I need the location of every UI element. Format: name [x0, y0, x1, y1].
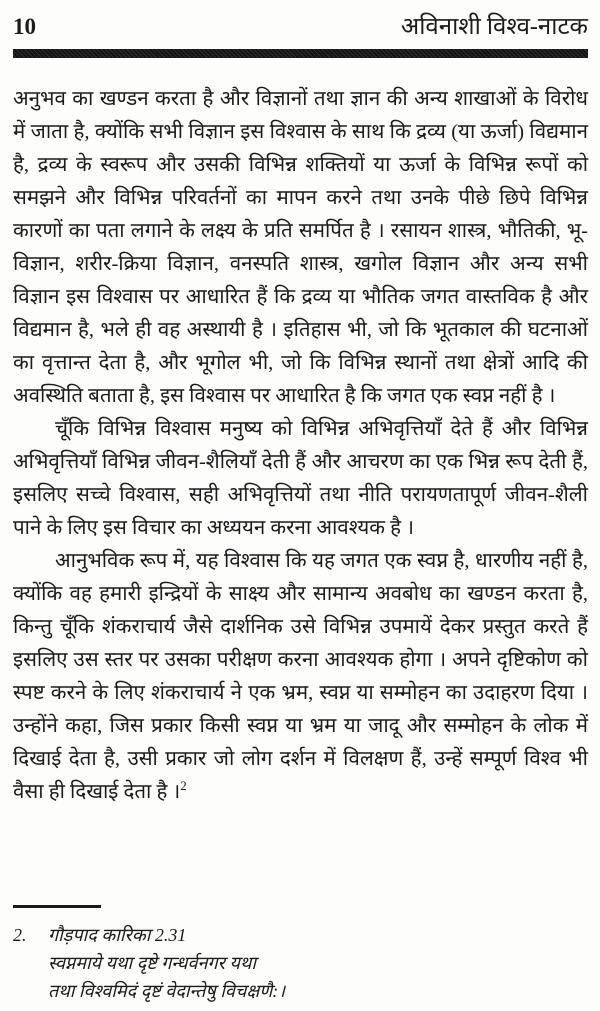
running-head-title: अविनाशी विश्व-नाटक: [400, 14, 588, 40]
paragraph-text: चूँकि विभिन्न विश्वास मनुष्य को विभिन्न अभिवृत्तियाँ देते हैं और विभिन्न अभिवृत्तियाँ विभिन्न जीवन-शैलियाँ देती हैं और आचरण का एक भिन्न रूप देती हैं, इसलिए सच्चे विश्वास, सही अभिवृत्तियों तथा नीति परायणतापूर्ण जीवन-शैली पाने के लिए इस विचार का अध्ययन करना आवश्यक है ।: [13, 418, 588, 540]
header-separator-bar: [13, 49, 588, 58]
paragraph-text: आनुभविक रूप में, यह विश्वास कि यह जगत एक स्वप्न है, धारणीय नहीं है, क्योंकि वह हमारी इन्द्रियों के साक्ष्य और सामान्य अवबोध का खण्डन करता है, किन्तु चूँकि शंकराचार्य जैसे दार्शनिक उसे विभिन्न उपमायें देकर प्रस्तुत करते हैं इसलिए उस स्तर पर उसका परीक्षण करना आवश्यक होगा । अपने दृष्टिकोण को स्पष्ट करने के लिए शंकराचार्य ने एक भ्रम, स्वप्न या सम्मोहन का उदाहरण दिया । उन्होंने कहा, जिस प्रकार किसी स्वप्न या भ्रम या जादू और सम्मोहन के लोक में दिखाई देता है, उसी प्रकार जो लोग दर्शन में विलक्षण हैं, उन्हें सम्पूर्ण विश्व भी वैसा ही दिखाई देता है ।: [13, 550, 588, 804]
paragraph: [13, 413, 588, 545]
body-text: [13, 83, 588, 809]
footnote-citation: गौड़पाद कारिका 2.31: [48, 924, 187, 945]
footnote-reference-marker: 2: [180, 778, 187, 794]
footnote-verse-line: स्वप्नमाये यथा दृष्टे गन्धर्वनगर यथा: [48, 952, 257, 973]
footnote-section: [13, 905, 588, 1005]
page-number: 10: [13, 14, 36, 40]
footnote-number: 2.: [13, 924, 27, 945]
footnote-verse-line: तथा विश्वमिदं दृष्टं वेदान्तेषु विचक्षणै:।: [48, 980, 286, 1001]
paragraph: [13, 545, 588, 809]
page-header: [13, 14, 588, 40]
footnote-separator-rule: [13, 905, 101, 908]
paragraph: [13, 83, 588, 413]
footnote-entry: [13, 921, 588, 949]
paragraph-text: अनुभव का खण्डन करता है और विज्ञानों तथा ज्ञान की अन्य शाखाओं के विरोध में जाता है, क्योंकि सभी विज्ञान इस विश्वास के साथ कि द्रव्य (या ऊर्जा) विद्यमान है, द्रव्य के स्वरूप और उसकी विभिन्न शक्तियों या ऊर्जा के विभिन्न रूपों को समझने और विभिन्न परिवर्तनों का मापन करने तथा उनके पीछे छिपे विभिन्न कारणों का पता लगाने के लक्ष्य के प्रति समर्पित है । रसायन शास्त्र, भौतिकी, भू-विज्ञान, शरीर-क्रिया विज्ञान, वनस्पति शास्त्र, खगोल विज्ञान और अन्य सभी विज्ञान इस विश्वास पर आधारित हैं कि द्रव्य या भौतिक जगत वास्तविक है और विद्यमान है, भले ही वह अस्थायी है । इतिहास भी, जो कि भूतकाल की घटनाओं का वृत्तान्त देता है, और भूगोल भी, जो कि विभिन्न स्थानों तथा क्षेत्रों आदि की अवस्थिति बताता है, इस विश्वास पर आधारित है कि जगत एक स्वप्न नहीं है ।: [13, 88, 588, 408]
